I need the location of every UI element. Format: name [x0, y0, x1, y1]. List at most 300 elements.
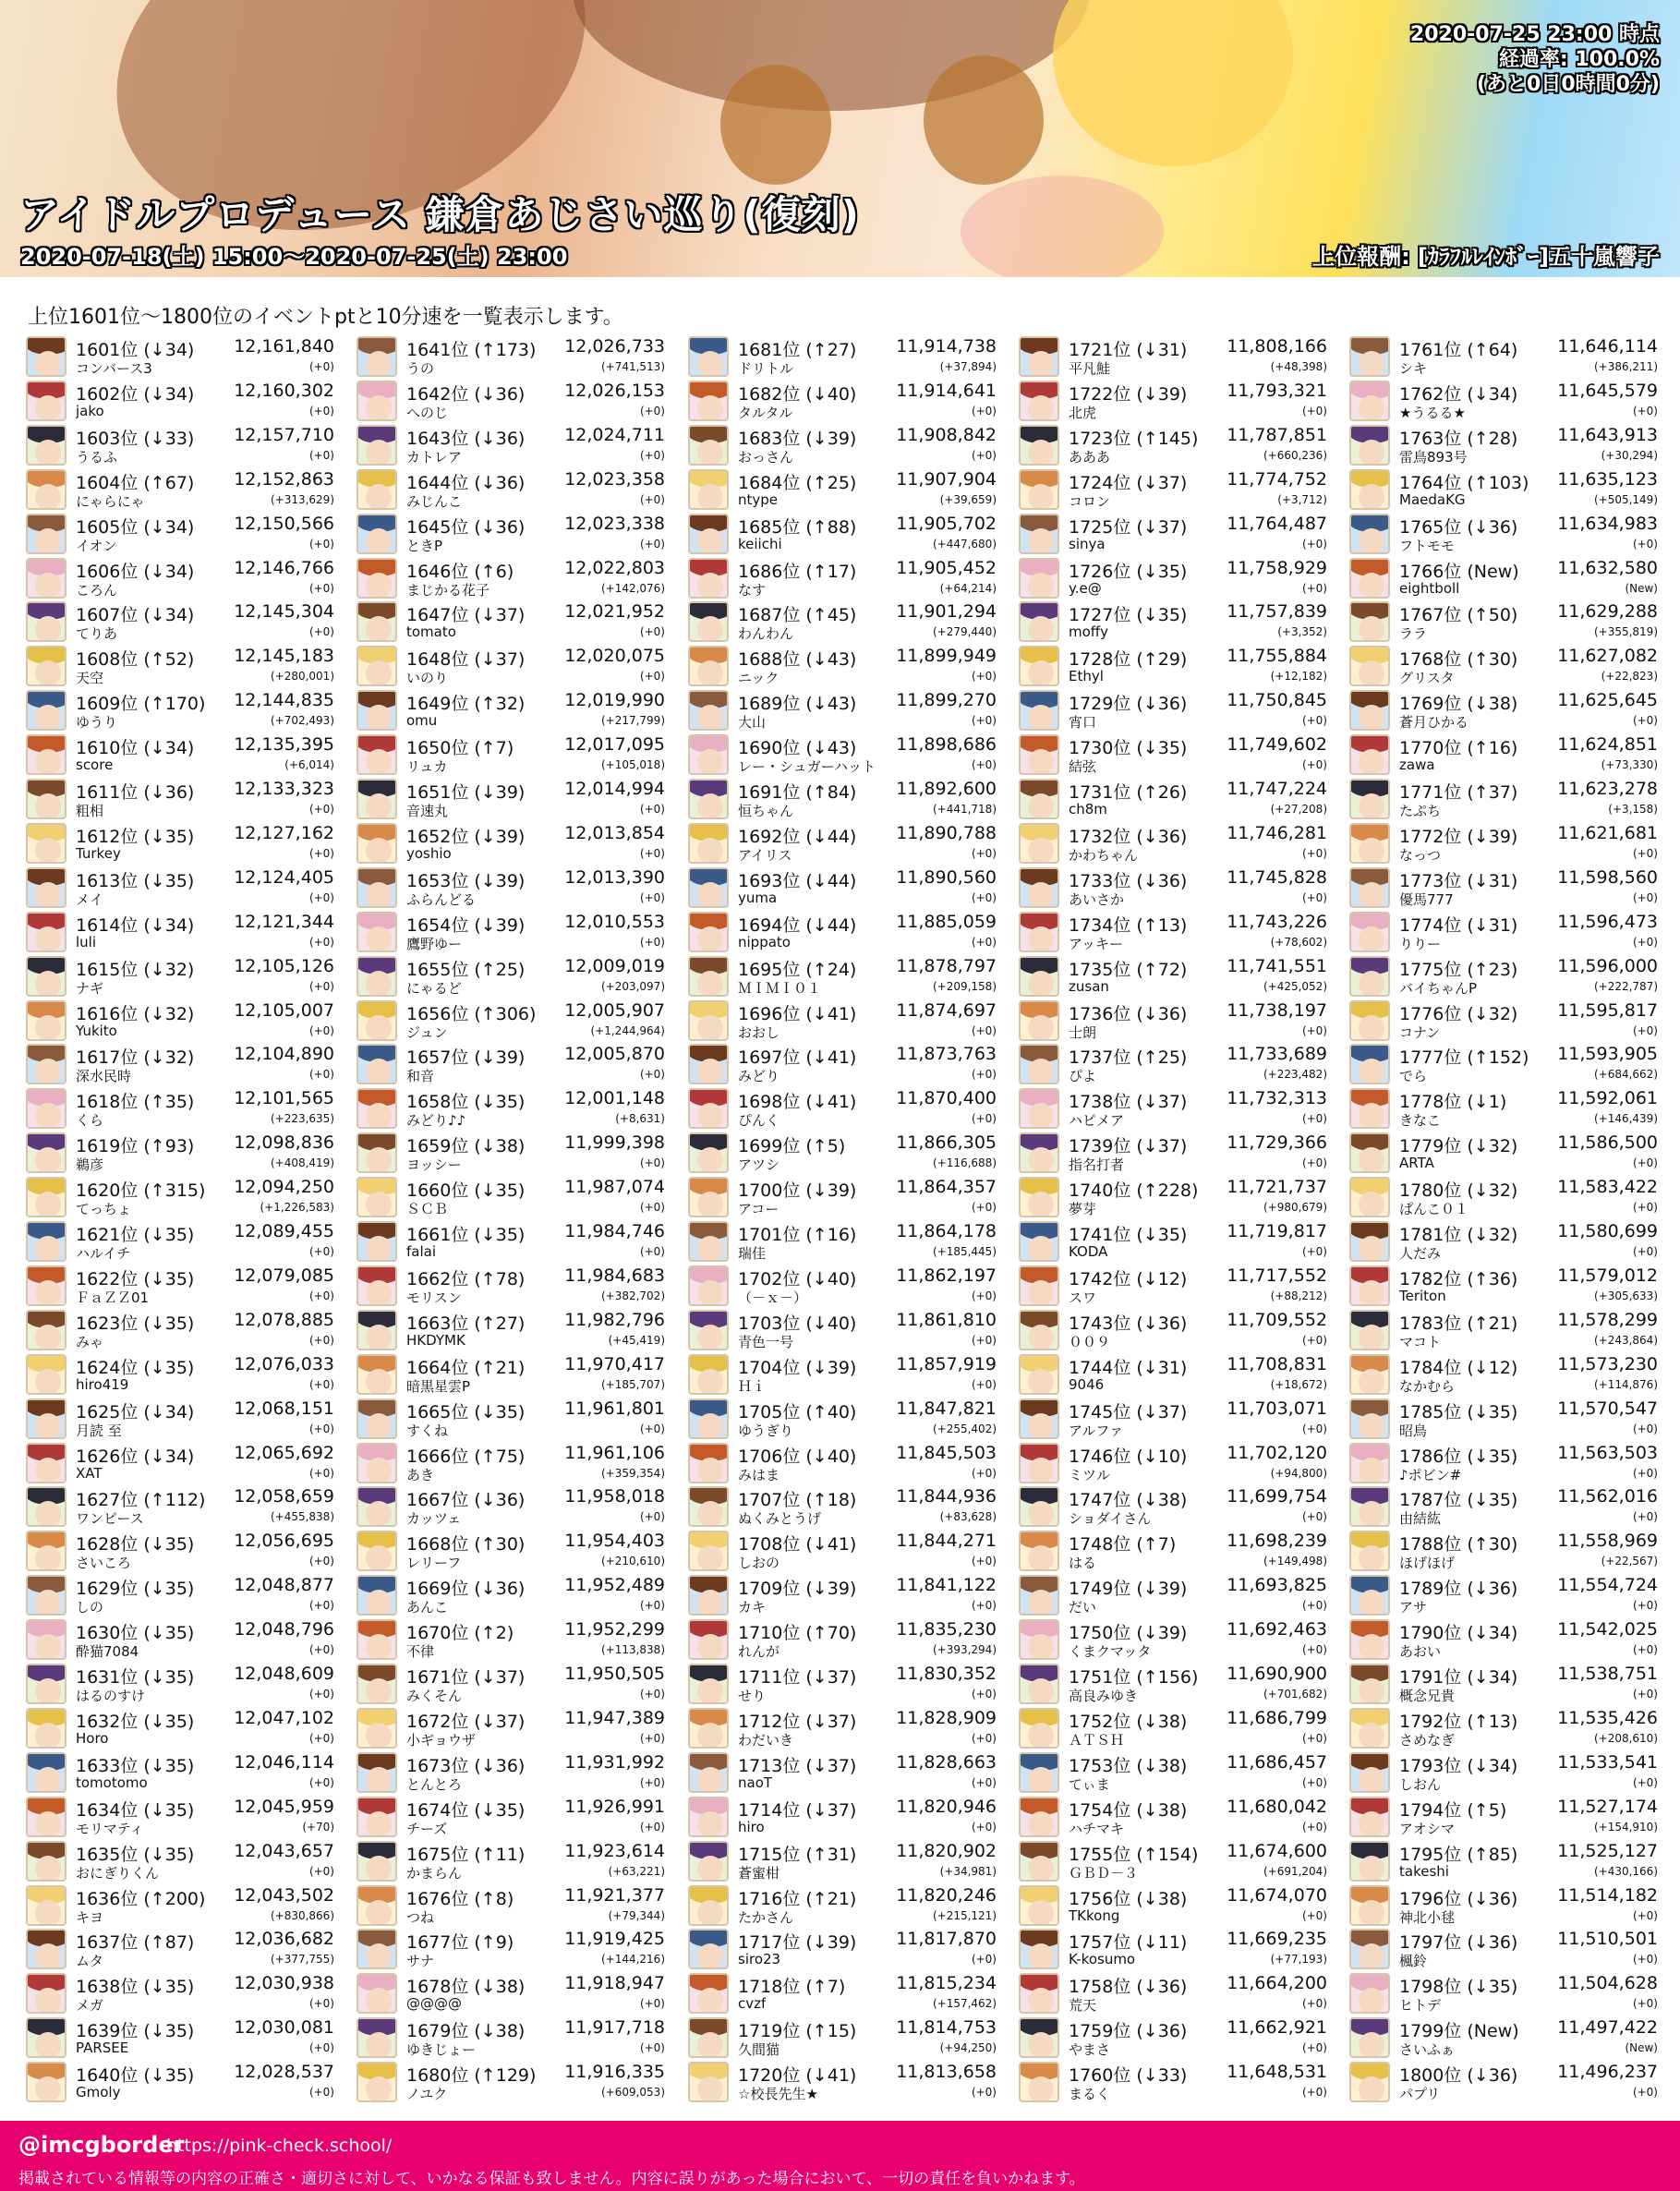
rank-change: 1663位 (↑27)	[406, 1313, 526, 1334]
ten-min-diff: (+425,052)	[1263, 979, 1327, 993]
player-name: ドリトル	[738, 360, 794, 377]
rank-change: 1689位 (↓43)	[738, 694, 857, 715]
ten-min-diff: (+0)	[639, 1201, 665, 1215]
ten-min-diff: (+0)	[308, 581, 334, 595]
player-name: ヒトデ	[1399, 1997, 1442, 2015]
player-name: くら	[76, 1112, 104, 1130]
rank-change: 1791位 (↓34)	[1399, 1667, 1518, 1688]
player-avatar	[26, 1310, 66, 1350]
player-name: みじんこ	[406, 492, 463, 510]
rank-change: 1788位 (↑30)	[1399, 1534, 1518, 1555]
player-avatar	[1349, 1708, 1390, 1749]
player-name: luli	[76, 933, 97, 950]
player-name: にゃらにゃ	[76, 492, 145, 510]
event-points: 11,901,294	[896, 601, 997, 623]
player-name: おっさん	[738, 448, 794, 466]
player-name: すくね	[406, 1422, 449, 1439]
rank-change: 1766位 (New)	[1399, 561, 1519, 582]
ten-min-diff: (+0)	[971, 1599, 997, 1613]
event-points: 11,496,237	[1557, 2062, 1658, 2083]
event-points: 12,098,836	[234, 1132, 334, 1154]
ranking-row	[357, 1750, 671, 1795]
player-avatar	[1019, 1310, 1059, 1350]
player-avatar	[688, 1752, 729, 1793]
player-avatar	[1349, 1177, 1390, 1217]
rank-change: 1767位 (↑50)	[1399, 605, 1518, 626]
ranking-row	[357, 467, 671, 512]
player-avatar	[688, 1221, 729, 1262]
event-points: 12,028,537	[234, 2062, 334, 2083]
ten-min-diff: (+157,462)	[932, 1997, 997, 2011]
ranking-row	[1349, 1706, 1663, 1750]
player-avatar	[357, 779, 397, 819]
ranking-row	[357, 732, 671, 777]
player-avatar	[26, 690, 66, 731]
rank-change: 1688位 (↓43)	[738, 649, 857, 671]
player-avatar	[1349, 1885, 1390, 1926]
event-points: 12,133,323	[234, 779, 334, 799]
player-avatar	[1019, 1354, 1059, 1395]
twitter-handle[interactable]: @imcgborder	[18, 2132, 185, 2158]
rank-change: 1708位 (↓41)	[738, 1534, 857, 1555]
player-avatar	[1019, 1221, 1059, 1262]
event-points: 11,579,012	[1557, 1265, 1658, 1286]
player-name: レリーフ	[406, 1555, 462, 1572]
ten-min-diff: (+203,097)	[600, 979, 665, 993]
event-points: 11,625,645	[1557, 690, 1658, 711]
player-name: siro23	[738, 1951, 781, 1968]
event-points: 11,692,463	[1227, 1619, 1327, 1640]
ranking-row	[357, 379, 671, 423]
ranking-row	[26, 1706, 340, 1750]
ten-min-diff: (+0)	[1301, 1333, 1327, 1347]
event-points: 12,124,405	[234, 866, 334, 888]
rank-change: 1685位 (↑88)	[738, 516, 857, 538]
event-points: 11,708,831	[1227, 1353, 1327, 1374]
player-name: 蒼蜜柑	[738, 1864, 780, 1882]
rank-change: 1604位 (↑67)	[76, 472, 195, 493]
ranking-row	[357, 1441, 671, 1485]
player-name: なっつ	[1399, 846, 1442, 864]
player-name: ntype	[738, 490, 779, 508]
ten-min-diff: (+280,001)	[270, 670, 334, 684]
event-points: 11,961,801	[564, 1398, 665, 1419]
ranking-row	[1019, 954, 1333, 999]
ranking-row	[357, 1617, 671, 1662]
event-points: 11,686,799	[1227, 1707, 1327, 1728]
rank-change: 1602位 (↓34)	[76, 383, 195, 405]
player-avatar	[1349, 1841, 1390, 1882]
event-points: 11,885,059	[896, 911, 997, 932]
ten-min-diff: (+0)	[1632, 1775, 1658, 1789]
ten-min-diff: (+0)	[971, 1775, 997, 1789]
ranking-row	[357, 999, 671, 1043]
player-name: やまさ	[1069, 2041, 1111, 2059]
player-avatar	[688, 1973, 729, 2014]
player-avatar	[1019, 690, 1059, 731]
rank-change: 1724位 (↓37)	[1069, 472, 1188, 493]
event-points: 12,047,102	[234, 1707, 334, 1728]
ten-min-diff: (+0)	[1301, 1245, 1327, 1258]
ranking-row	[1019, 1352, 1333, 1397]
event-points: 11,970,417	[564, 1353, 665, 1374]
ten-min-diff: (+455,838)	[270, 1510, 334, 1524]
rank-change: 1748位 (↑7)	[1069, 1534, 1177, 1555]
ranking-row	[1349, 1352, 1663, 1397]
player-avatar	[1019, 1619, 1059, 1660]
player-avatar	[1349, 601, 1390, 642]
player-avatar	[1019, 734, 1059, 775]
ranking-row	[1019, 1264, 1333, 1308]
rank-change: 1650位 (↑7)	[406, 738, 514, 759]
ten-min-diff: (+113,838)	[600, 1643, 665, 1657]
event-points: 11,919,425	[564, 1929, 665, 1950]
ten-min-diff: (+377,755)	[270, 1953, 334, 1967]
ten-min-diff: (+105,018)	[600, 758, 665, 772]
rank-change: 1645位 (↓36)	[406, 516, 526, 538]
ten-min-diff: (+0)	[308, 846, 334, 860]
ranking-row	[357, 866, 671, 910]
event-points: 11,562,016	[1557, 1486, 1658, 1507]
ten-min-diff: (+78,602)	[1270, 935, 1327, 949]
rank-change: 1615位 (↓32)	[76, 959, 195, 980]
player-avatar	[26, 1354, 66, 1395]
rank-change: 1633位 (↓35)	[76, 1755, 195, 1776]
player-avatar	[688, 1443, 729, 1483]
rank-change: 1729位 (↓36)	[1069, 694, 1188, 715]
ten-min-diff: (+223,482)	[1263, 1068, 1327, 1082]
ranking-row	[357, 2015, 671, 2060]
ranking-row	[688, 556, 1002, 600]
rank-change: 1784位 (↓12)	[1399, 1357, 1518, 1378]
site-link[interactable]: https://pink-check.school/	[166, 2136, 393, 2156]
ten-min-diff: (+0)	[308, 1731, 334, 1745]
player-avatar	[357, 956, 397, 997]
player-avatar	[1349, 425, 1390, 466]
event-points: 11,820,902	[896, 1840, 997, 1861]
player-avatar	[688, 1310, 729, 1350]
player-name: せり	[738, 1688, 767, 1704]
ranking-row	[1349, 1441, 1663, 1485]
event-points: 11,563,503	[1557, 1442, 1658, 1463]
player-name: 暗黒星雲P	[406, 1377, 471, 1395]
rank-change: 1798位 (↓35)	[1399, 1977, 1518, 1998]
ranking-row	[26, 1662, 340, 1706]
player-name: みどり♪♪	[406, 1112, 466, 1130]
player-avatar	[1019, 1486, 1059, 1527]
player-name: MaedaKG	[1399, 490, 1466, 508]
ten-min-diff: (+0)	[971, 670, 997, 684]
ranking-row	[1019, 1131, 1333, 1175]
ten-min-diff: (+408,419)	[270, 1156, 334, 1170]
banner-art-cheek	[961, 176, 1164, 277]
ranking-row	[357, 1529, 671, 1573]
ten-min-diff: (+8,631)	[615, 1112, 665, 1126]
ranking-row	[1349, 2060, 1663, 2104]
event-points: 12,014,994	[564, 779, 665, 799]
rank-change: 1800位 (↓36)	[1399, 2065, 1518, 2087]
ten-min-diff: (+0)	[1632, 714, 1658, 728]
event-points: 12,145,183	[234, 646, 334, 667]
event-points: 12,010,553	[564, 911, 665, 932]
player-name: れんが	[738, 1643, 780, 1661]
rank-change: 1727位 (↓35)	[1069, 605, 1188, 626]
rank-change: 1658位 (↓35)	[406, 1092, 526, 1113]
player-name: ころん	[76, 581, 118, 599]
rank-change: 1636位 (↑200)	[76, 1888, 206, 1909]
player-avatar	[1019, 1797, 1059, 1837]
event-points: 11,596,473	[1557, 911, 1658, 932]
player-name: てっちょ	[76, 1201, 132, 1218]
player-name: アルファ	[1069, 1422, 1124, 1439]
ranking-row	[688, 423, 1002, 467]
ten-min-diff: (+210,610)	[600, 1555, 665, 1568]
player-name: ＡＴＳＨ	[1069, 1731, 1125, 1749]
player-avatar	[1349, 1531, 1390, 1571]
ranking-row	[688, 1352, 1002, 1397]
player-avatar	[688, 469, 729, 510]
event-points: 12,105,007	[234, 999, 334, 1021]
ten-min-diff: (+0)	[1301, 2086, 1327, 2100]
rank-change: 1687位 (↑45)	[738, 605, 857, 626]
player-name: くまクマッタ	[1069, 1643, 1152, 1661]
player-name: 不律	[406, 1643, 435, 1661]
player-avatar	[688, 1797, 729, 1837]
ten-min-diff: (+64,214)	[939, 581, 997, 595]
player-avatar	[688, 1000, 729, 1041]
rank-change: 1660位 (↓35)	[406, 1180, 526, 1202]
ranking-row	[1349, 1042, 1663, 1086]
ranking-row	[26, 777, 340, 821]
event-points: 11,745,828	[1227, 866, 1327, 888]
player-name: 月読 至	[76, 1422, 122, 1439]
player-avatar	[26, 1443, 66, 1483]
ranking-row	[688, 1086, 1002, 1131]
rank-change: 1780位 (↓32)	[1399, 1180, 1518, 1202]
ranking-row	[357, 1308, 671, 1352]
ranking-row	[1019, 1617, 1333, 1662]
ranking-row	[1349, 777, 1663, 821]
event-points: 11,747,224	[1227, 779, 1327, 799]
event-points: 11,646,114	[1557, 336, 1658, 357]
player-name: 和音	[406, 1068, 435, 1085]
ranking-row	[357, 2060, 671, 2104]
event-points: 11,950,505	[564, 1664, 665, 1684]
ranking-row	[688, 1617, 1002, 1662]
ranking-grid	[26, 334, 1661, 2104]
ranking-row	[26, 334, 340, 379]
player-avatar	[357, 1443, 397, 1483]
rank-change: 1762位 (↓34)	[1399, 383, 1518, 405]
rank-change: 1733位 (↓36)	[1069, 870, 1188, 891]
player-name: シキ	[1399, 360, 1428, 377]
player-name: 人だみ	[1399, 1245, 1442, 1262]
player-name: Horo	[76, 1729, 109, 1747]
event-points: 11,952,489	[564, 1575, 665, 1596]
player-name: 優馬777	[1399, 890, 1454, 908]
ranking-row	[26, 1927, 340, 1971]
ten-min-diff: (+0)	[639, 1422, 665, 1435]
player-name: ハチマキ	[1069, 1820, 1125, 1837]
event-points: 12,105,126	[234, 955, 334, 976]
event-points: 12,021,952	[564, 601, 665, 623]
rank-change: 1683位 (↓39)	[738, 428, 857, 449]
ten-min-diff: (+185,707)	[600, 1377, 665, 1391]
rank-change: 1707位 (↑18)	[738, 1490, 857, 1511]
ranking-row	[1349, 1308, 1663, 1352]
rank-change: 1704位 (↓39)	[738, 1357, 857, 1378]
ranking-row	[26, 1573, 340, 1617]
player-name: K-kosumo	[1069, 1951, 1136, 1968]
rank-change: 1684位 (↑25)	[738, 472, 857, 493]
player-avatar	[357, 1044, 397, 1084]
rank-change: 1709位 (↓39)	[738, 1579, 857, 1600]
rank-change: 1717位 (↓39)	[738, 1932, 857, 1954]
ten-min-diff: (+0)	[308, 1023, 334, 1037]
event-points: 12,076,033	[234, 1353, 334, 1374]
ten-min-diff: (+0)	[308, 1466, 334, 1480]
ranking-row	[26, 2015, 340, 2060]
ten-min-diff: (+217,799)	[600, 714, 665, 728]
ten-min-diff: (+0)	[971, 890, 997, 904]
rank-change: 1773位 (↓31)	[1399, 870, 1518, 891]
ranking-row	[1349, 1484, 1663, 1529]
ten-min-diff: (+980,679)	[1263, 1201, 1327, 1215]
event-period: 2020-07-18(土) 15:00～2020-07-25(土) 23:00	[20, 244, 568, 270]
ranking-row	[1349, 2015, 1663, 2060]
rank-change: 1776位 (↓32)	[1399, 1003, 1518, 1024]
player-name: コンバース3	[76, 360, 152, 377]
event-points: 11,787,851	[1227, 424, 1327, 445]
ranking-row	[1019, 1883, 1333, 1928]
player-name: yuma	[738, 889, 778, 906]
player-name: omu	[406, 712, 438, 730]
event-points: 12,030,938	[234, 1973, 334, 1994]
event-points: 12,157,710	[234, 424, 334, 445]
ranking-row	[26, 821, 340, 866]
rank-change: 1789位 (↓36)	[1399, 1579, 1518, 1600]
player-name: かまらん	[406, 1864, 463, 1882]
ranking-row	[26, 644, 340, 688]
player-name: おおし	[738, 1023, 780, 1041]
player-avatar	[1349, 469, 1390, 510]
event-points: 12,043,502	[234, 1884, 334, 1906]
player-avatar	[26, 601, 66, 642]
ten-min-diff: (+0)	[971, 1953, 997, 1967]
player-avatar	[688, 867, 729, 908]
player-name: ナギ	[76, 979, 104, 997]
ten-min-diff: (+0)	[1301, 537, 1327, 551]
rank-change: 1644位 (↓36)	[406, 472, 526, 493]
ten-min-diff: (+0)	[1301, 890, 1327, 904]
event-points: 11,504,628	[1557, 1973, 1658, 1994]
ranking-row	[1349, 1795, 1663, 1839]
ten-min-diff: (+30,294)	[1601, 448, 1658, 462]
player-name: ぴんく	[738, 1112, 780, 1130]
ten-min-diff: (+0)	[1301, 404, 1327, 418]
ranking-row	[688, 1042, 1002, 1086]
player-avatar	[1019, 514, 1059, 554]
rank-change: 1775位 (↑23)	[1399, 959, 1518, 980]
player-avatar	[357, 1619, 397, 1660]
rank-change: 1699位 (↑5)	[738, 1136, 846, 1157]
ten-min-diff: (+0)	[308, 935, 334, 949]
player-avatar	[357, 690, 397, 731]
ranking-row	[688, 1308, 1002, 1352]
event-points: 11,874,697	[896, 999, 997, 1021]
event-points: 11,627,082	[1557, 646, 1658, 667]
ten-min-diff: (+149,498)	[1263, 1555, 1327, 1568]
rank-change: 1686位 (↑17)	[738, 561, 857, 582]
event-points: 12,026,733	[564, 336, 665, 357]
rank-change: 1619位 (↑93)	[76, 1136, 195, 1157]
ranking-row	[1019, 1086, 1333, 1131]
ranking-row	[688, 1971, 1002, 2015]
ranking-row	[1349, 599, 1663, 644]
ranking-row	[26, 1308, 340, 1352]
rank-change: 1608位 (↑52)	[76, 649, 195, 671]
ranking-row	[1019, 1175, 1333, 1219]
event-points: 11,999,398	[564, 1132, 665, 1154]
rank-change: 1692位 (↓44)	[738, 826, 857, 847]
player-name: 天空	[76, 670, 104, 687]
rank-change: 1739位 (↓37)	[1069, 1136, 1188, 1157]
player-name: ぱんこ０１	[1399, 1201, 1469, 1218]
player-avatar	[688, 1088, 729, 1129]
ten-min-diff: (+0)	[639, 537, 665, 551]
ten-min-diff: (+0)	[308, 1599, 334, 1613]
rank-change: 1706位 (↓40)	[738, 1446, 857, 1467]
event-points: 11,861,810	[896, 1309, 997, 1330]
player-avatar	[1019, 779, 1059, 819]
player-name: keiichi	[738, 535, 782, 552]
player-name: ときP	[406, 537, 443, 554]
ten-min-diff: (+0)	[971, 1377, 997, 1391]
rank-change: 1628位 (↓35)	[76, 1534, 195, 1555]
ranking-row	[26, 2060, 340, 2104]
player-name: hiro419	[76, 1375, 129, 1393]
event-points: 11,958,018	[564, 1486, 665, 1507]
player-avatar	[26, 1797, 66, 1837]
rank-change: 1751位 (↑156)	[1069, 1667, 1199, 1688]
ten-min-diff: (+73,330)	[1601, 758, 1658, 772]
player-avatar	[26, 1841, 66, 1882]
ten-min-diff: (+0)	[971, 1820, 997, 1834]
event-points: 11,719,817	[1227, 1221, 1327, 1241]
player-name: カキ	[738, 1599, 767, 1616]
ten-min-diff: (+0)	[1632, 1599, 1658, 1613]
player-name: みはま	[738, 1466, 780, 1483]
player-avatar	[1349, 912, 1390, 952]
event-points: 11,580,699	[1557, 1221, 1658, 1241]
ranking-row	[688, 866, 1002, 910]
ranking-row	[688, 334, 1002, 379]
ten-min-diff: (+505,149)	[1593, 492, 1658, 506]
player-name: sinya	[1069, 535, 1106, 552]
player-avatar	[26, 1531, 66, 1571]
ten-min-diff: (New)	[1625, 2041, 1658, 2055]
ranking-row	[1019, 467, 1333, 512]
rank-change: 1741位 (↓35)	[1069, 1225, 1188, 1245]
rank-change: 1640位 (↓35)	[76, 2065, 195, 2087]
event-points: 12,020,075	[564, 646, 665, 667]
event-points: 11,527,174	[1557, 1796, 1658, 1817]
player-name: アッキー	[1069, 935, 1123, 952]
ranking-row	[1019, 1839, 1333, 1883]
ten-min-diff: (+0)	[971, 714, 997, 728]
player-name: tomotomo	[76, 1773, 148, 1791]
rank-change: 1757位 (↓11)	[1069, 1932, 1188, 1954]
